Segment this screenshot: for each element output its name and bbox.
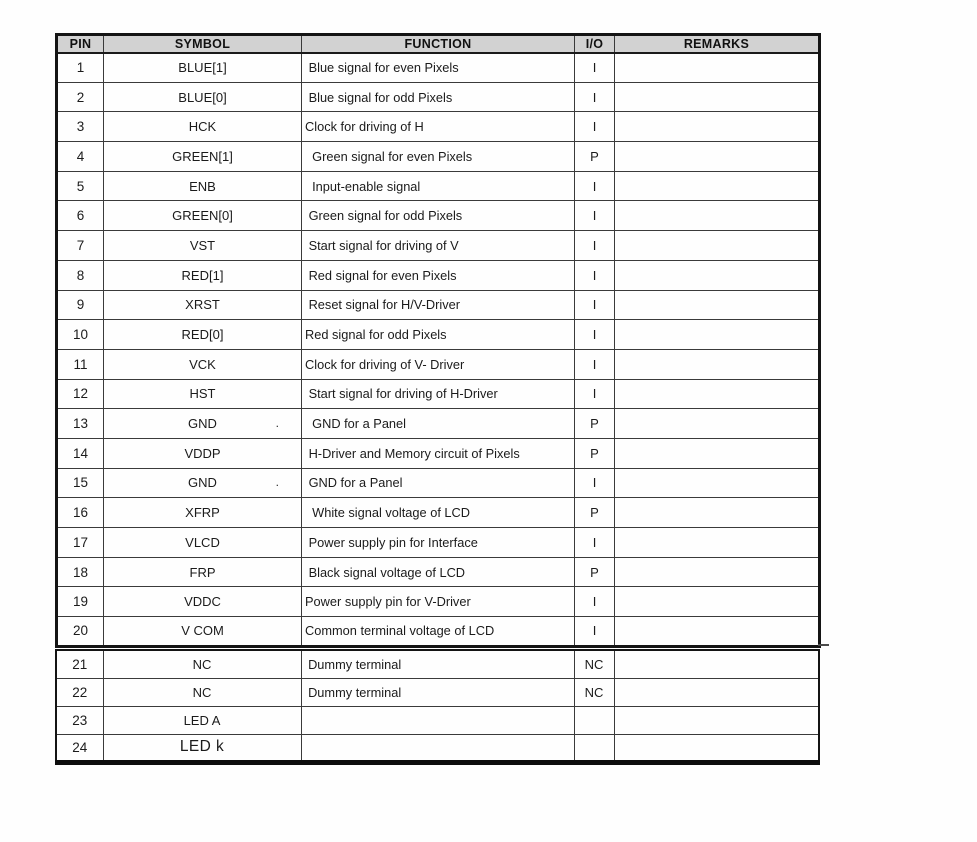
pin-cell: 2 (57, 82, 104, 112)
symbol-text: VDDP (184, 445, 221, 461)
table-row (57, 468, 820, 498)
remarks-cell (615, 53, 820, 83)
io-cell: I (575, 528, 615, 558)
pin-cell: 17 (57, 528, 104, 558)
function-cell: Reset signal for H/V-Driver (302, 290, 575, 320)
pin-cell: 16 (57, 498, 104, 528)
function-cell (301, 734, 574, 762)
remarks-cell (614, 706, 819, 734)
function-cell: Blue signal for odd Pixels (302, 82, 575, 112)
remarks-cell (615, 438, 820, 468)
remarks-cell (614, 678, 819, 706)
table-row (57, 409, 820, 439)
io-cell: I (575, 171, 615, 201)
table-body-main (57, 53, 820, 647)
function-cell: Power supply pin for Interface (302, 528, 575, 558)
table-row (57, 260, 820, 290)
symbol-text: HST (189, 386, 216, 402)
symbol-cell (104, 468, 302, 498)
function-cell: Start signal for driving of H-Driver (302, 379, 575, 409)
pin-cell: 9 (57, 290, 104, 320)
table-row (57, 320, 820, 350)
pin-cell: 18 (57, 557, 104, 587)
function-cell: Clock for driving of V- Driver (302, 349, 575, 379)
function-cell: Input-enable signal (302, 171, 575, 201)
table-row (56, 650, 819, 678)
symbol-cell (104, 349, 302, 379)
symbol-cell (104, 409, 302, 439)
pin-cell: 21 (56, 650, 103, 678)
table-row (57, 587, 820, 617)
function-cell: Start signal for driving of V (302, 231, 575, 261)
symbol-text: VST (189, 237, 216, 253)
symbol-cell (104, 201, 302, 231)
symbol-cell (103, 678, 301, 706)
symbol-text: GREEN[1] (172, 148, 233, 164)
function-cell (301, 706, 574, 734)
remarks-cell (615, 468, 820, 498)
remarks-cell (615, 260, 820, 290)
header-pin: PIN (57, 35, 104, 53)
header-symbol: SYMBOL (104, 35, 302, 53)
pin-cell: 1 (57, 53, 104, 83)
remarks-cell (615, 528, 820, 558)
header-remarks: REMARKS (615, 35, 820, 53)
symbol-cell (103, 734, 301, 762)
remarks-cell (615, 201, 820, 231)
io-cell: P (575, 409, 615, 439)
symbol-text: NC (192, 656, 212, 672)
io-cell: P (575, 557, 615, 587)
symbol-text: XRST (185, 297, 220, 313)
symbol-cell (104, 171, 302, 201)
io-cell: I (575, 349, 615, 379)
function-cell: Green signal for odd Pixels (302, 201, 575, 231)
pin-cell: 8 (57, 260, 104, 290)
symbol-cell (103, 650, 301, 678)
symbol-text: GND (188, 475, 217, 491)
symbol-text: LED A (183, 712, 221, 728)
io-cell: P (575, 498, 615, 528)
remarks-cell (615, 171, 820, 201)
remarks-cell (615, 587, 820, 617)
symbol-text: VLCD (185, 534, 220, 550)
function-cell: Red signal for even Pixels (302, 260, 575, 290)
symbol-cell (104, 112, 302, 142)
remarks-cell (615, 142, 820, 172)
table-row (57, 349, 820, 379)
symbol-cell (104, 438, 302, 468)
io-cell (574, 706, 614, 734)
table-row (56, 706, 819, 734)
table-row (57, 82, 820, 112)
remarks-cell (615, 379, 820, 409)
pin-cell: 4 (57, 142, 104, 172)
symbol-text: VCK (189, 356, 216, 372)
pin-cell: 22 (56, 678, 103, 706)
symbol-cell (104, 617, 302, 647)
symbol-text: ENB (189, 178, 216, 194)
pin-cell: 23 (56, 706, 103, 734)
table-row (57, 231, 820, 261)
io-cell: I (575, 320, 615, 350)
function-cell: H-Driver and Memory circuit of Pixels (302, 438, 575, 468)
header-row (57, 35, 820, 53)
remarks-cell (615, 349, 820, 379)
symbol-text: XFRP (185, 505, 220, 521)
scan-dot-artifact: . (275, 415, 279, 430)
function-cell: GND for a Panel (302, 409, 575, 439)
function-cell: Dummy terminal (301, 678, 574, 706)
symbol-cell (104, 557, 302, 587)
table-row (57, 142, 820, 172)
symbol-text: RED[0] (181, 327, 224, 343)
remarks-cell (615, 409, 820, 439)
io-cell: I (575, 587, 615, 617)
function-cell: Green signal for even Pixels (302, 142, 575, 172)
pin-cell: 15 (57, 468, 104, 498)
table-row (57, 379, 820, 409)
symbol-cell (103, 706, 301, 734)
io-cell: NC (574, 678, 614, 706)
io-cell: I (575, 468, 615, 498)
table-row (57, 112, 820, 142)
scan-artifact-line (818, 644, 829, 646)
io-cell: I (575, 231, 615, 261)
symbol-text: V COM (181, 623, 224, 639)
remarks-cell (615, 320, 820, 350)
scan-dot-artifact: . (275, 475, 279, 490)
remarks-cell (615, 617, 820, 647)
pin-cell: 10 (57, 320, 104, 350)
symbol-text: NC (192, 684, 212, 700)
symbol-text: VDDC (184, 594, 221, 610)
remarks-cell (615, 498, 820, 528)
table-row (57, 171, 820, 201)
symbol-cell (104, 142, 302, 172)
table-body-lower (56, 650, 819, 762)
symbol-text: FRP (189, 564, 216, 580)
symbol-cell (104, 82, 302, 112)
table-row (57, 53, 820, 83)
remarks-cell (615, 231, 820, 261)
symbol-text: LED k (179, 738, 225, 755)
pin-cell: 5 (57, 171, 104, 201)
symbol-text: GND (188, 416, 217, 432)
symbol-cell (104, 379, 302, 409)
io-cell: I (575, 53, 615, 83)
table-row (57, 201, 820, 231)
header-function: FUNCTION (302, 35, 575, 53)
remarks-cell (614, 650, 819, 678)
io-cell: I (575, 290, 615, 320)
table-row (57, 438, 820, 468)
table-row (57, 528, 820, 558)
pin-cell: 11 (57, 349, 104, 379)
function-cell: Power supply pin for V-Driver (302, 587, 575, 617)
header-io: I/O (575, 35, 615, 53)
io-cell: P (575, 142, 615, 172)
function-cell: Blue signal for even Pixels (302, 53, 575, 83)
io-cell: I (575, 82, 615, 112)
remarks-cell (615, 112, 820, 142)
pin-cell: 13 (57, 409, 104, 439)
pin-cell: 12 (57, 379, 104, 409)
function-cell: Red signal for odd Pixels (302, 320, 575, 350)
remarks-cell (615, 557, 820, 587)
table-row (57, 290, 820, 320)
function-cell: GND for a Panel (302, 468, 575, 498)
pin-cell: 6 (57, 201, 104, 231)
function-cell: Clock for driving of H (302, 112, 575, 142)
symbol-cell (104, 53, 302, 83)
remarks-cell (614, 734, 819, 762)
io-cell: P (575, 438, 615, 468)
function-cell: Dummy terminal (301, 650, 574, 678)
symbol-cell (104, 587, 302, 617)
io-cell: I (575, 201, 615, 231)
table-row (57, 498, 820, 528)
pin-cell: 19 (57, 587, 104, 617)
symbol-cell (104, 320, 302, 350)
remarks-cell (615, 290, 820, 320)
symbol-text: RED[1] (181, 267, 224, 283)
symbol-cell (104, 528, 302, 558)
io-cell: I (575, 260, 615, 290)
io-cell: I (575, 379, 615, 409)
io-cell: I (575, 617, 615, 647)
io-cell: I (575, 112, 615, 142)
symbol-text: GREEN[0] (172, 208, 233, 224)
symbol-cell (104, 498, 302, 528)
symbol-cell (104, 231, 302, 261)
table-row (56, 678, 819, 706)
table-row (56, 734, 819, 762)
function-cell: Common terminal voltage of LCD (302, 617, 575, 647)
table-row (57, 557, 820, 587)
pin-assignment-table-continued (55, 649, 820, 765)
pin-cell: 20 (57, 617, 104, 647)
pin-cell: 3 (57, 112, 104, 142)
pin-cell: 24 (56, 734, 103, 762)
symbol-cell (104, 260, 302, 290)
pin-cell: 14 (57, 438, 104, 468)
io-cell: NC (574, 650, 614, 678)
symbol-text: BLUE[1] (178, 60, 227, 76)
pin-assignment-table (55, 33, 821, 648)
pin-cell: 7 (57, 231, 104, 261)
remarks-cell (615, 82, 820, 112)
io-cell (574, 734, 614, 762)
symbol-cell (104, 290, 302, 320)
table-header (57, 35, 820, 53)
function-cell: White signal voltage of LCD (302, 498, 575, 528)
symbol-text: BLUE[0] (178, 89, 227, 105)
function-cell: Black signal voltage of LCD (302, 557, 575, 587)
table-row (57, 617, 820, 647)
symbol-text: HCK (188, 119, 217, 135)
